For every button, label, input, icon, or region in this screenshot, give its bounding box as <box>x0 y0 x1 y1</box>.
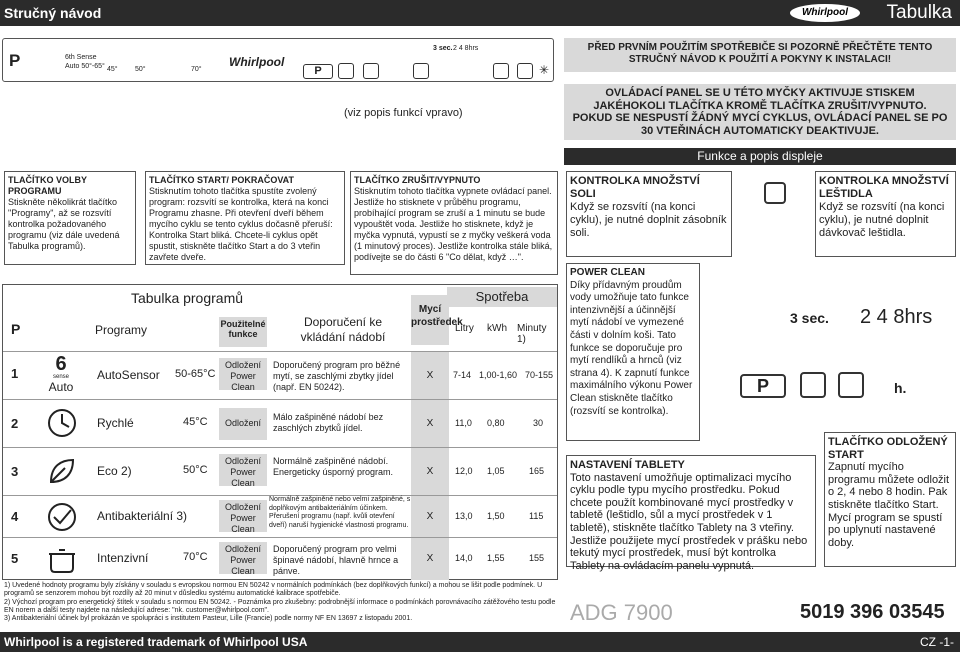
rinse-box <box>815 171 956 257</box>
salt-box <box>566 171 732 257</box>
box-start-text: Stisknutím tohoto tlačítka spustíte zvolený program: rozsvítí se kontrolka, která na konci Programu zhasne. Při otevření dveří během mycího cyklu se tento cyklus dočasně přeruší: Kontrolka Start bliká. Chcete-li cyklus opět spustit, stiskněte tlačítko Start a do 3 vteřin zavřete dveře. <box>149 186 333 262</box>
box-program-select-text: Stiskněte několikrát tlačítko "Programy", až se rozsvítí kontrolka požadovaného programu (viz dále uvedená Tabulka programů). <box>8 197 120 251</box>
antibacterial-icon <box>45 500 79 534</box>
table-row <box>3 537 557 579</box>
display-p-button[interactable]: P <box>740 374 786 398</box>
display-hours: 2 4 8hrs <box>860 306 933 328</box>
control-panel <box>2 38 554 82</box>
footer-trademark: Whirlpool is a registered trademark of Whirlpool USA <box>4 635 308 649</box>
row-number: 3 <box>11 464 19 479</box>
program-table <box>2 284 558 580</box>
footer-page: CZ -1- <box>920 635 954 649</box>
box-start-title: TLAČÍTKO START/ POKRAČOVAT <box>149 175 294 185</box>
display-tablet-button[interactable] <box>800 372 826 398</box>
row-kwh: 0,80 <box>487 418 505 428</box>
power-text: Díky přídavným proudům vody umožňuje tato funkce intenzivnější a účinnější mytí nádobí ve vymezené části v dolním koši. Tato funkce se doporučuje pro mytí rendlíků a hrnců (viz strana 4). K zapnutí funkce maximálního výkonu Power Clean stiskněte tlačítko (rozsvítí se kontrolka). <box>570 279 693 417</box>
tablet-box <box>566 455 816 572</box>
footer <box>0 632 960 652</box>
warning-panel-text: OVLÁDACÍ PANEL SE U TÉTO MYČKY AKTIVUJE STISKEM JAKÉHOKOLI TLAČÍTKA KROMĚ TLAČÍTKA ZRUŠIT/VYPNUTO. POKUD SE NESPUSTÍ ŽÁDNÝ MYCÍ CYKLUS, OVLÁDACÍ PANEL SE PO 30 VTEŘINÁCH AUTOMATICKY DEAKTIVUJE. <box>572 87 948 137</box>
head-minuty: Minuty 1) <box>517 323 547 345</box>
delay-box <box>824 432 956 567</box>
delay-title: TLAČÍTKO ODLOŽENÝ START <box>828 436 948 461</box>
program-button[interactable]: P <box>303 64 333 79</box>
row-kwh: 1,50 <box>487 511 505 521</box>
spotreba-header: Spotřeba <box>447 287 557 307</box>
row-name: Antibakteriální 3) <box>97 509 188 523</box>
box-cancel <box>350 171 558 275</box>
row-kwh: 1,05 <box>487 466 505 476</box>
panel-logo: Whirlpool <box>229 55 285 69</box>
row-min: 165 <box>529 466 545 476</box>
functions-title <box>564 148 956 165</box>
row-litry: 12,0 <box>455 466 473 476</box>
led-45: 45° <box>107 66 118 73</box>
row-name: Intenzivní <box>97 551 149 565</box>
box-cancel-title: TLAČÍTKO ZRUŠIT/VYPNUTO <box>354 175 481 185</box>
salt-icon <box>764 182 786 204</box>
start-button[interactable] <box>413 63 429 79</box>
off-button[interactable] <box>517 63 533 79</box>
row-number: 1 <box>11 366 19 381</box>
row-rec: Doporučený program pro běžné mytí, se zaschlými zbytky jídel (např. EN 50242). <box>273 360 401 392</box>
row-funcs: Odložení <box>219 408 267 440</box>
delay-text: Zapnutí mycího programu můžete odložit o 2, 4 nebo 8 hodin. Pak stiskněte tlačítko Start. Mycí program se spustí po uplynutí nastavené doby. <box>828 461 950 549</box>
row-min: 115 <box>529 511 544 521</box>
power-clean-box <box>566 263 700 441</box>
header-right <box>480 0 960 26</box>
functions-title-text: Funkce a popis displeje <box>697 149 823 163</box>
head-doporuceni: Doporučení ke vkládání nádobí <box>300 315 386 344</box>
delay-button[interactable] <box>493 63 509 79</box>
warning-first-use <box>564 38 956 72</box>
sec-label: 3 sec. <box>433 45 453 52</box>
rinse-text: Když se rozsvítí (na konci cyklu), je nutné doplnit dávkovač leštidla. <box>819 201 945 239</box>
hours-label: 2 4 8hrs <box>453 45 479 52</box>
warning-first-use-text: PŘED PRVNÍM POUŽITÍM SPOTŘEBIČE SI POZORNĚ PŘEČTĚTE TENTO STRUČNÝ NÁVOD K POUŽITÍ A POKYNY K INSTALACI! <box>587 42 933 65</box>
row-rec: Normálně zašpiněné nádobí. Energeticky úsporný program. <box>273 456 394 477</box>
display-icons <box>740 176 810 216</box>
program-table-title: Tabulka programů <box>130 290 244 306</box>
row-litry: 7-14 <box>453 370 472 380</box>
product-code: 5019 396 03545 <box>800 601 945 623</box>
footnote-2: 2) Výchozí program pro energetický štítek v souladu s normou EN 50242. - Poznámka pro zkušebny: podrobnější informace o podmínkách porovnávacího zátěžového testu podle EN norem a další testy najdete na následující adrese: "nk. customer@whirlpool.com". <box>4 598 556 614</box>
table-row <box>3 399 557 447</box>
header-title-right: Tabulka <box>886 2 952 23</box>
head-myci: Mycí prostředek <box>411 295 449 345</box>
tablet-title: NASTAVENÍ TABLETY <box>570 459 685 471</box>
box-start <box>145 171 345 265</box>
eco-leaf-icon <box>45 454 79 488</box>
salt-text: Když se rozsvítí (na konci cyklu), je nutné doplnit zásobník soli. <box>570 201 727 239</box>
tablet-text: Toto nastavení umožňuje optimalizaci mycího cyklu podle typu mycího prostředku. Pokud chcete použít kombinované mycí prostředky v tabletě (leštidlo, sůl a mycí prostředek v 1 tabletě), stiskněte tlačítko Tablety na 3 vteřiny. Jestliže použijete mycí prostředek v prášku nebo tekutý mycí prostředek, musí být kontrolka Tablety na ovládacím panelu vypnutá. <box>570 471 808 572</box>
display-h-label: h. <box>894 380 907 396</box>
row-number: 4 <box>11 509 19 524</box>
footnotes <box>4 582 560 623</box>
row-funcs: Odložení Power Clean <box>219 542 267 574</box>
row-kwh: 1,00-1,60 <box>479 370 518 380</box>
panel-note: (viz popis funkcí vpravo) <box>344 107 463 119</box>
led-50: 50° <box>135 66 146 73</box>
row-det: X <box>411 448 449 496</box>
head-pouzitelne: Použitelné funkce <box>219 317 267 347</box>
table-row <box>3 447 557 495</box>
sun-icon: ✳ <box>539 63 550 77</box>
row-litry: 11,0 <box>455 418 472 428</box>
row-number: 2 <box>11 416 19 431</box>
auto-icon: 6 sense Auto <box>48 353 74 394</box>
head-p: P <box>11 321 21 337</box>
row-funcs: Odložení Power Clean <box>219 454 267 486</box>
quick-wash-icon <box>45 406 79 440</box>
led-70: 70° <box>191 66 202 73</box>
display-sec: 3 sec. <box>790 310 829 326</box>
row-rec: Normálně zašpiněné nebo velmi zašpiněné, s doplňkovým antibakteriálním účinkem. Přerušení programu (např. kvůli otevření dveří) naruší hygienické vlastnosti programu. <box>269 496 411 529</box>
row-rec: Doporučený program pro velmi špinavé nádobí, hlavně hrnce a pánve. <box>273 544 399 576</box>
led-auto: 6th Sense Auto 50°-65° <box>65 54 105 70</box>
power-title: POWER CLEAN <box>570 267 645 278</box>
row-det: X <box>411 496 449 538</box>
head-litry: Litry <box>455 323 474 334</box>
row-min: 30 <box>533 418 544 428</box>
row-min: 70-155 <box>525 370 554 380</box>
salt-title: KONTROLKA MNOŽSTVÍ SOLI <box>570 175 700 200</box>
row-litry: 14,0 <box>455 553 473 563</box>
table-row <box>3 495 557 537</box>
row-kwh: 1,55 <box>487 553 505 563</box>
row-temp: 45°C <box>183 416 208 428</box>
footnote-1: 1) Uvedené hodnoty programu byly získány v souladu s evropskou normou EN 50242 v normálních podmínkách (bez doplňkových funkcí) a mohou se lišit podle podmínek. U programů se senzorem mohou být rozdíly až 20 minut v důsledku systému automatické kalibrace spotřebiče. <box>4 582 543 598</box>
header-left <box>0 0 480 26</box>
row-temp: 70°C <box>183 551 208 563</box>
intensive-pot-icon <box>45 542 79 576</box>
row-number: 5 <box>11 551 19 566</box>
header-logo: Whirlpool <box>790 4 860 22</box>
box-program-select-title: TLAČÍTKO VOLBY PROGRAMU <box>8 175 87 196</box>
row-det: X <box>411 538 449 580</box>
row-det: X <box>411 352 449 400</box>
row-funcs: Odložení Power Clean <box>219 500 267 532</box>
row-name: AutoSensor <box>97 368 160 382</box>
row-funcs: Odložení Power Clean <box>219 358 267 390</box>
row-rec: Málo zašpiněné nádobí bez zaschlých zbytků jídel. <box>273 412 384 433</box>
head-kwh: kWh <box>487 323 507 334</box>
salt-indicator <box>338 63 354 79</box>
display-start-button[interactable] <box>838 372 864 398</box>
model-number: ADG 7900 <box>570 600 673 625</box>
box-cancel-text: Stisknutím tohoto tlačítka vypnete ovládací panel. Jestliže ho stisknete v průběhu programu, probíhající program se zruší a 1 minutu se bude vypouštět voda. Jestliže ho stisknete, když je myčka vypnutá, vypustí se z myčky veškerá voda (1 minutový proces). Jestliže kontrolka stále bliká, podívejte se do části 6 "Co dělat, když …". <box>354 186 553 262</box>
row-temp: 50-65°C <box>175 368 216 380</box>
warning-panel <box>564 84 956 140</box>
row-min: 155 <box>529 553 545 563</box>
header-title-left: Stručný návod <box>4 5 102 21</box>
row-name: Eco 2) <box>97 464 132 478</box>
table-row <box>3 351 557 399</box>
row-litry: 13,0 <box>455 511 473 521</box>
row-name: Rychlé <box>97 416 134 430</box>
head-programy: Programy <box>95 323 148 337</box>
row-det: X <box>411 400 449 448</box>
row-temp: 50°C <box>183 464 208 476</box>
footnote-3: 3) Antibakteriální účinek byl prokázán ve spolupráci s institutem Pasteur, Lille (Francie) podle normy NF EN 13697 z listopadu 2001. <box>4 615 413 623</box>
box-program-select <box>4 171 136 265</box>
power-clean-logo: P <box>9 51 21 70</box>
tablet-button[interactable] <box>363 63 379 79</box>
rinse-title: KONTROLKA MNOŽSTVÍ LEŠTIDLA <box>819 175 949 200</box>
